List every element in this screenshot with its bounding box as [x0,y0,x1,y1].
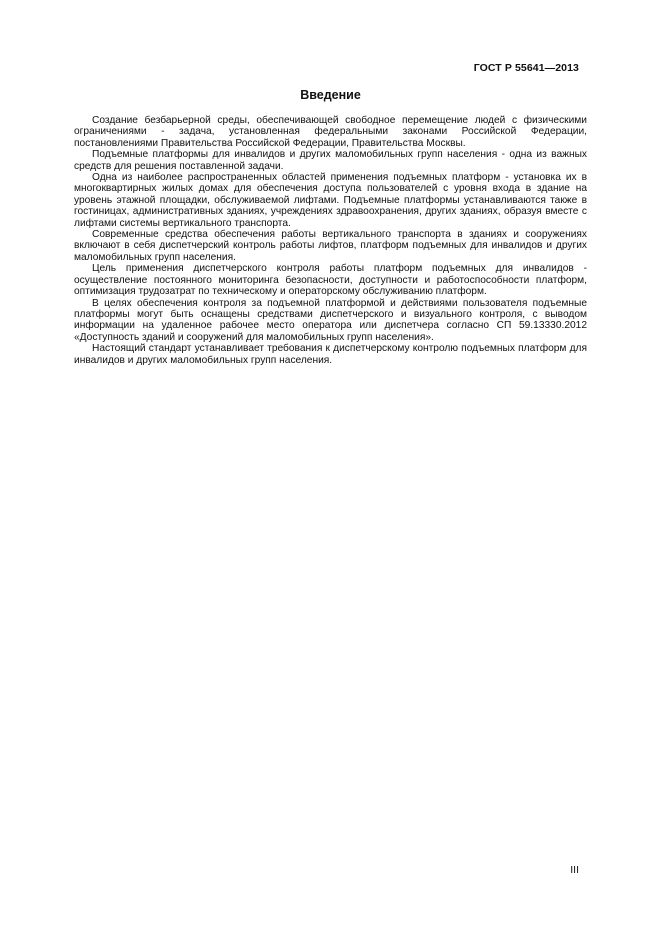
body-text [74,115,587,366]
section-title: Введение [300,88,361,102]
document-code: ГОСТ Р 55641—2013 [473,62,579,74]
page-number: III [570,864,579,876]
paragraph: Цель применения диспетчерского контроля работы платформ подъемных для инвалидов - осуществление постоянного мониторинга безопасности, доступности и работоспособности платформ, оптимизация трудозатрат по техническому и операторскому обслуживанию платформ. [74,263,587,298]
paragraph: Создание безбарьерной среды, обеспечивающей свободное перемещение людей с физическими ограничениями - задача, установленная федеральными законами Российской Федерации, постановлениями Правительства Российской Федерации, Правительства Москвы. [74,115,587,149]
paragraph: Настоящий стандарт устанавливает требования к диспетчерскому контролю подъемных платформ для инвалидов и других маломобильных групп населения. [74,343,587,366]
paragraph: Подъемные платформы для инвалидов и других маломобильных групп населения - одна из важных средств для решения поставленной задачи. [74,149,587,172]
paragraph: Современные средства обеспечения работы вертикального транспорта в зданиях и сооружениях включают в себя диспетчерский контроль работы лифтов, платформ подъемных для инвалидов и других маломобильных групп населения. [74,229,587,263]
paragraph: В целях обеспечения контроля за подъемной платформой и действиями пользователя подъемные платформы могут быть оснащены средствами диспетчерского и визуального контроля, с выводом информации на удаленное рабочее место оператора или диспетчера согласно СП 59.13330.2012 «Доступность зданий и сооружений для маломобильных групп населения». [74,297,587,343]
paragraph: Одна из наиболее распространенных областей применения подъемных платформ - установка их в многоквартирных жилых домах для обеспечения доступа пользователей с уровня входа в здание на уровень этажной площадки, обслуживаемой лифтами. Подъемные платформы устанавливаются также в гостиницах, административных зданиях, учреждениях здравоохранения, других зданиях, образуя вместе с лифтами системы вертикального транспорта. [74,172,587,229]
